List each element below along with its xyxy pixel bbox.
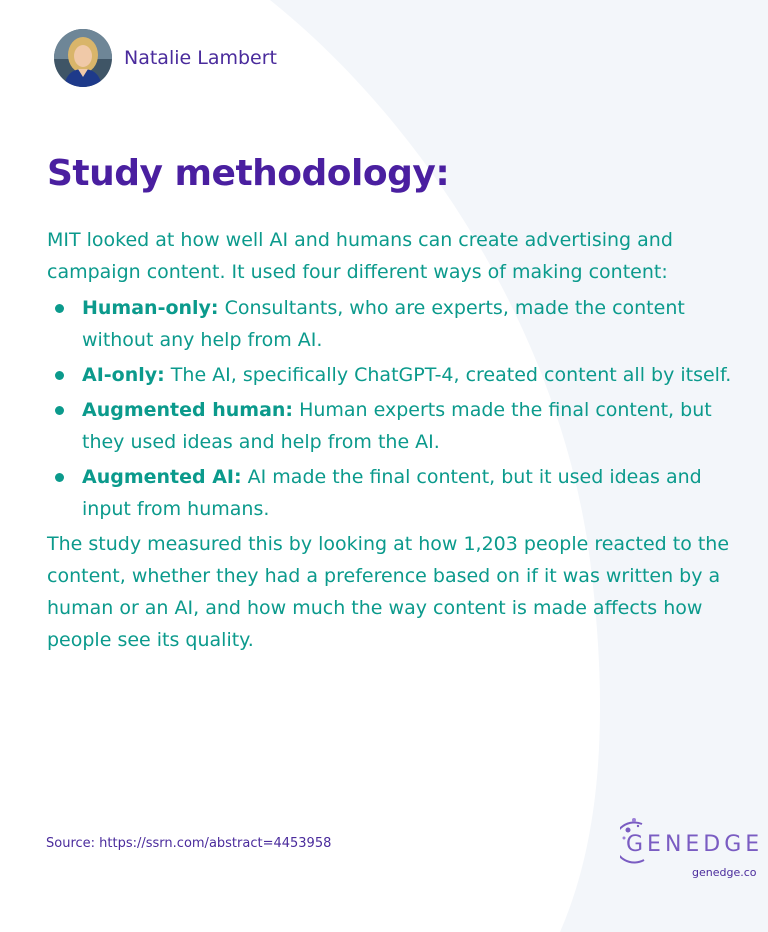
methods-list <box>47 292 737 525</box>
author-name: Natalie Lambert <box>124 47 277 69</box>
method-text: Consultants, who are experts, made the content without any help from AI. <box>82 297 685 351</box>
list-item <box>47 394 737 458</box>
method-label: AI-only: <box>82 364 165 386</box>
list-item <box>47 461 737 525</box>
method-label: Augmented human: <box>82 399 294 421</box>
method-text: The AI, specifically ChatGPT-4, created content all by itself. <box>164 364 732 386</box>
outro-paragraph: The study measured this by looking at how 1,203 people reacted to the content, whether they had a preference based on if it was written by a human or an AI, and how much the way content is made affects how people see its quality. <box>47 533 730 651</box>
bullet-icon <box>55 371 64 380</box>
method-text: AI made the final content, but it used ideas and input from humans. <box>82 466 702 520</box>
author-header <box>54 29 277 87</box>
list-item <box>47 292 737 356</box>
source-citation: Source: https://ssrn.com/abstract=4453958 <box>46 836 332 851</box>
bullet-icon <box>55 406 64 415</box>
method-text: Human experts made the final content, but they used ideas and help from the AI. <box>82 399 712 453</box>
bullet-icon <box>55 304 64 313</box>
website-label: genedge.co <box>692 866 757 879</box>
method-label: Human-only: <box>82 297 219 319</box>
method-label: Augmented AI: <box>82 466 242 488</box>
page-title: Study methodology: <box>47 153 450 194</box>
body-content <box>47 224 737 656</box>
avatar <box>54 29 112 87</box>
intro-paragraph: MIT looked at how well AI and humans can create advertising and campaign content. It used four different ways of making content: <box>47 229 673 283</box>
bullet-icon <box>55 473 64 482</box>
list-item <box>47 359 737 391</box>
logo-wordmark: GENEDGE <box>626 832 764 857</box>
